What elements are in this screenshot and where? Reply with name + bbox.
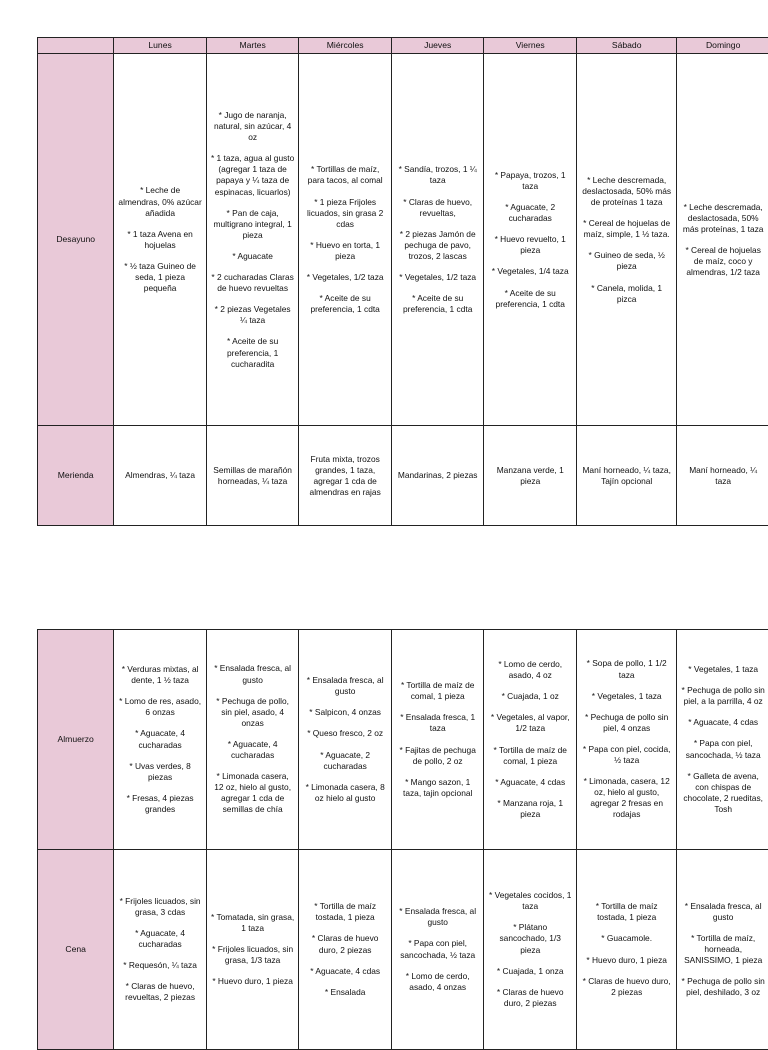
food-item: * Ensalada fresca, al gusto bbox=[681, 901, 765, 923]
food-item: * Sopa de pollo, 1 1/2 taza bbox=[581, 658, 672, 680]
day-header-jueves: Jueves bbox=[391, 38, 484, 54]
food-item: * Aguacate bbox=[211, 251, 295, 262]
food-item: * Papa con piel, sancochada, ½ taza bbox=[396, 938, 480, 960]
cell-cena-viernes bbox=[484, 850, 577, 1050]
food-item: * Vegetales, 1 taza bbox=[681, 664, 765, 675]
meal-row-desayuno bbox=[38, 54, 768, 426]
food-item: * Ensalada fresca, al gusto bbox=[303, 675, 387, 697]
meal-label-cena: Cena bbox=[38, 850, 114, 1050]
food-item: * Tortilla de maíz tostada, 1 pieza bbox=[303, 901, 387, 923]
food-item: * Aguacate, 4 cucharadas bbox=[118, 928, 202, 950]
food-item: Fruta mixta, trozos grandes, 1 taza, agregar 1 cda de almendras en rajas bbox=[303, 454, 387, 498]
day-header-sabado: Sábado bbox=[576, 38, 676, 54]
food-item: * Papa con piel, cocida, ½ taza bbox=[581, 744, 672, 766]
food-item: * ½ taza Guineo de seda, 1 pieza pequeña bbox=[118, 261, 202, 294]
meal-row-cena bbox=[38, 850, 768, 1050]
food-item: * Requesón, ¼ taza bbox=[118, 960, 202, 971]
food-item: * Ensalada bbox=[303, 987, 387, 998]
cell-cena-sabado bbox=[576, 850, 676, 1050]
food-item: * Mango sazon, 1 taza, tajin opcional bbox=[396, 777, 480, 799]
food-item: * 2 cucharadas Claras de huevo revueltas bbox=[211, 272, 295, 294]
food-item: * Tortilla de maíz de comal, 1 pieza bbox=[488, 745, 572, 767]
food-item: * Huevo duro, 1 pieza bbox=[581, 955, 672, 966]
food-item: Mandarinas, 2 piezas bbox=[396, 470, 480, 481]
cell-cena-lunes bbox=[114, 850, 207, 1050]
food-item: * Cereal de hojuelas de maíz, simple, 1 ½ taza. bbox=[581, 218, 672, 240]
meal-plan-table-bottom bbox=[37, 629, 768, 1050]
cell-merienda-miercoles bbox=[299, 426, 392, 526]
food-item: * Guineo de seda, ½ pieza bbox=[581, 250, 672, 272]
food-item: * Salpicon, 4 onzas bbox=[303, 707, 387, 718]
food-item: Semillas de marañón horneadas, ¼ taza bbox=[211, 465, 295, 487]
food-item: * Vegetales, 1/2 taza bbox=[303, 272, 387, 283]
food-item: * Pechuga de pollo sin piel, 4 onzas bbox=[581, 712, 672, 734]
food-item: * Tortilla de maíz, horneada, SANISSIMO, 1 pieza bbox=[681, 933, 765, 966]
food-item: * Ensalada fresca, 1 taza bbox=[396, 712, 480, 734]
meal-label-almuerzo: Almuerzo bbox=[38, 630, 114, 850]
food-item: * Leche de almendras, 0% azúcar añadida bbox=[118, 185, 202, 218]
food-item: * Aguacate, 4 cucharadas bbox=[118, 728, 202, 750]
cell-desayuno-miercoles bbox=[299, 54, 392, 426]
day-header-lunes: Lunes bbox=[114, 38, 207, 54]
cell-cena-domingo bbox=[677, 850, 768, 1050]
food-item: * Aguacate, 4 cdas bbox=[303, 966, 387, 977]
header-corner-cell bbox=[38, 38, 114, 54]
food-item: * Vegetales, 1/2 taza bbox=[396, 272, 480, 283]
food-item: * 2 piezas Vegetales ¼ taza bbox=[211, 304, 295, 326]
cell-desayuno-domingo bbox=[677, 54, 768, 426]
food-item: * Queso fresco, 2 oz bbox=[303, 728, 387, 739]
meal-plan-table-top bbox=[37, 37, 768, 526]
cell-desayuno-jueves bbox=[391, 54, 484, 426]
food-item: * Papaya, trozos, 1 taza bbox=[488, 170, 572, 192]
food-item: * Claras de huevo duro, 2 piezas bbox=[488, 987, 572, 1009]
cell-desayuno-sabado bbox=[576, 54, 676, 426]
food-item: * Aceite de su preferencia, 1 cdta bbox=[488, 288, 572, 310]
cell-almuerzo-martes bbox=[206, 630, 299, 850]
food-item: * Claras de huevo duro, 2 piezas bbox=[581, 976, 672, 998]
food-item: * Ensalada fresca, al gusto bbox=[396, 906, 480, 928]
food-item: * Tortilla de maíz tostada, 1 pieza bbox=[581, 901, 672, 923]
food-item: * 1 taza, agua al gusto (agregar 1 taza de papaya y ¼ taza de espinacas, licuarlos) bbox=[211, 153, 295, 197]
meal-label-merienda: Merienda bbox=[38, 426, 114, 526]
food-item: * Papa con piel, sancochada, ½ taza bbox=[681, 738, 765, 760]
food-item: * Huevo revuelto, 1 pieza bbox=[488, 234, 572, 256]
food-item: * Vegetales cocidos, 1 taza bbox=[488, 890, 572, 912]
food-item: * Aguacate, 4 cucharadas bbox=[211, 739, 295, 761]
food-item: * Ensalada fresca, al gusto bbox=[211, 663, 295, 685]
food-item: * Aguacate, 4 cdas bbox=[681, 717, 765, 728]
food-item: * Frijoles licuados, sin grasa, 3 cdas bbox=[118, 896, 202, 918]
cell-almuerzo-domingo bbox=[677, 630, 768, 850]
food-item: * Limonada, casera, 12 oz, hielo al gusto, agregar 2 fresas en rodajas bbox=[581, 776, 672, 820]
food-item: * Vegetales, 1/4 taza bbox=[488, 266, 572, 277]
food-item: * 2 piezas Jamón de pechuga de pavo, trozos, 2 lascas bbox=[396, 229, 480, 262]
cell-cena-miercoles bbox=[299, 850, 392, 1050]
food-item: * Aceite de su preferencia, 1 cdta bbox=[303, 293, 387, 315]
food-item: * Aguacate, 4 cdas bbox=[488, 777, 572, 788]
cell-desayuno-viernes bbox=[484, 54, 577, 426]
food-item: * Pechuga de pollo sin piel, a la parrilla, 4 oz bbox=[681, 685, 765, 707]
food-item: Almendras, ¼ taza bbox=[118, 470, 202, 481]
cell-almuerzo-lunes bbox=[114, 630, 207, 850]
cell-almuerzo-viernes bbox=[484, 630, 577, 850]
food-item: * Fresas, 4 piezas grandes bbox=[118, 793, 202, 815]
cell-merienda-sabado bbox=[576, 426, 676, 526]
food-item: * Limonada casera, 8 oz hielo al gusto bbox=[303, 782, 387, 804]
food-item: * Huevo duro, 1 pieza bbox=[211, 976, 295, 987]
meal-label-desayuno: Desayuno bbox=[38, 54, 114, 426]
cell-merienda-domingo bbox=[677, 426, 768, 526]
food-item: * Aguacate, 2 cucharadas bbox=[488, 202, 572, 224]
food-item: * Cuajada, 1 onza bbox=[488, 966, 572, 977]
food-item: * 1 taza Avena en hojuelas bbox=[118, 229, 202, 251]
day-header-domingo: Domingo bbox=[677, 38, 768, 54]
food-item: * Aguacate, 2 cucharadas bbox=[303, 750, 387, 772]
cell-cena-jueves bbox=[391, 850, 484, 1050]
food-item: * Tortillas de maíz, para tacos, al comal bbox=[303, 164, 387, 186]
day-header-viernes: Viernes bbox=[484, 38, 577, 54]
food-item: * Cuajada, 1 oz bbox=[488, 691, 572, 702]
food-item: * Limonada casera, 12 oz, hielo al gusto, agregar 1 cda de semillas de chía bbox=[211, 771, 295, 815]
cell-merienda-viernes bbox=[484, 426, 577, 526]
food-item: * 1 pieza Frijoles licuados, sin grasa 2 cdas bbox=[303, 197, 387, 230]
food-item: * Guacamole. bbox=[581, 933, 672, 944]
food-item: * Leche descremada, deslactosada, 50% más de proteínas 1 taza bbox=[581, 175, 672, 208]
food-item: * Pan de caja, multigrano integral, 1 pieza bbox=[211, 208, 295, 241]
food-item: * Aceite de su preferencia, 1 cdta bbox=[396, 293, 480, 315]
day-header-martes: Martes bbox=[206, 38, 299, 54]
food-item: * Manzana roja, 1 pieza bbox=[488, 798, 572, 820]
food-item: * Claras de huevo duro, 2 piezas bbox=[303, 933, 387, 955]
food-item: * Leche descremada, deslactosada, 50% más proteínas, 1 taza bbox=[681, 202, 765, 235]
food-item: * Claras de huevo, revueltas, 2 piezas bbox=[118, 981, 202, 1003]
food-item: * Cereal de hojuelas de maíz, coco y almendras, 1/2 taza bbox=[681, 245, 765, 278]
food-item: * Verduras mixtas, al dente, 1 ½ taza bbox=[118, 664, 202, 686]
food-item: * Lomo de cerdo, asado, 4 oz bbox=[488, 659, 572, 681]
food-item: * Jugo de naranja, natural, sin azúcar, 4 oz bbox=[211, 110, 295, 143]
food-item: * Vegetales, al vapor, 1/2 taza bbox=[488, 712, 572, 734]
meal-row-almuerzo bbox=[38, 630, 768, 850]
food-item: * Tomatada, sin grasa, 1 taza bbox=[211, 912, 295, 934]
cell-almuerzo-miercoles bbox=[299, 630, 392, 850]
food-item: * Tortilla de maíz de comal, 1 pieza bbox=[396, 680, 480, 702]
food-item: * Pechuga de pollo, sin piel, asado, 4 onzas bbox=[211, 696, 295, 729]
cell-merienda-jueves bbox=[391, 426, 484, 526]
food-item: * Pechuga de pollo sin piel, deshilado, 3 oz bbox=[681, 976, 765, 998]
cell-desayuno-martes bbox=[206, 54, 299, 426]
food-item: * Plátano sancochado, 1/3 pieza bbox=[488, 922, 572, 955]
food-item: * Fajitas de pechuga de pollo, 2 oz bbox=[396, 745, 480, 767]
food-item: Maní horneado, ¼ taza bbox=[681, 465, 765, 487]
cell-almuerzo-sabado bbox=[576, 630, 676, 850]
cell-merienda-martes bbox=[206, 426, 299, 526]
meal-row-merienda bbox=[38, 426, 768, 526]
cell-desayuno-lunes bbox=[114, 54, 207, 426]
cell-merienda-lunes bbox=[114, 426, 207, 526]
food-item: * Canela, molida, 1 pizca bbox=[581, 283, 672, 305]
food-item: * Aceite de su preferencia, 1 cucharadita bbox=[211, 336, 295, 369]
cell-cena-martes bbox=[206, 850, 299, 1050]
day-header-miercoles: Miércoles bbox=[299, 38, 392, 54]
food-item: * Lomo de res, asado, 6 onzas bbox=[118, 696, 202, 718]
food-item: * Galleta de avena, con chispas de chocolate, 2 rueditas, Tosh bbox=[681, 771, 765, 815]
food-item: Maní horneado, ¼ taza, Tajín opcional bbox=[581, 465, 672, 487]
food-item: Manzana verde, 1 pieza bbox=[488, 465, 572, 487]
food-item: * Huevo en torta, 1 pieza bbox=[303, 240, 387, 262]
food-item: * Lomo de cerdo, asado, 4 onzas bbox=[396, 971, 480, 993]
food-item: * Claras de huevo, revueltas, bbox=[396, 197, 480, 219]
food-item: * Frijoles licuados, sin grasa, 1/3 taza bbox=[211, 944, 295, 966]
food-item: * Vegetales, 1 taza bbox=[581, 691, 672, 702]
food-item: * Sandía, trozos, 1 ¼ taza bbox=[396, 164, 480, 186]
day-header-row bbox=[38, 38, 768, 54]
food-item: * Uvas verdes, 8 piezas bbox=[118, 761, 202, 783]
cell-almuerzo-jueves bbox=[391, 630, 484, 850]
